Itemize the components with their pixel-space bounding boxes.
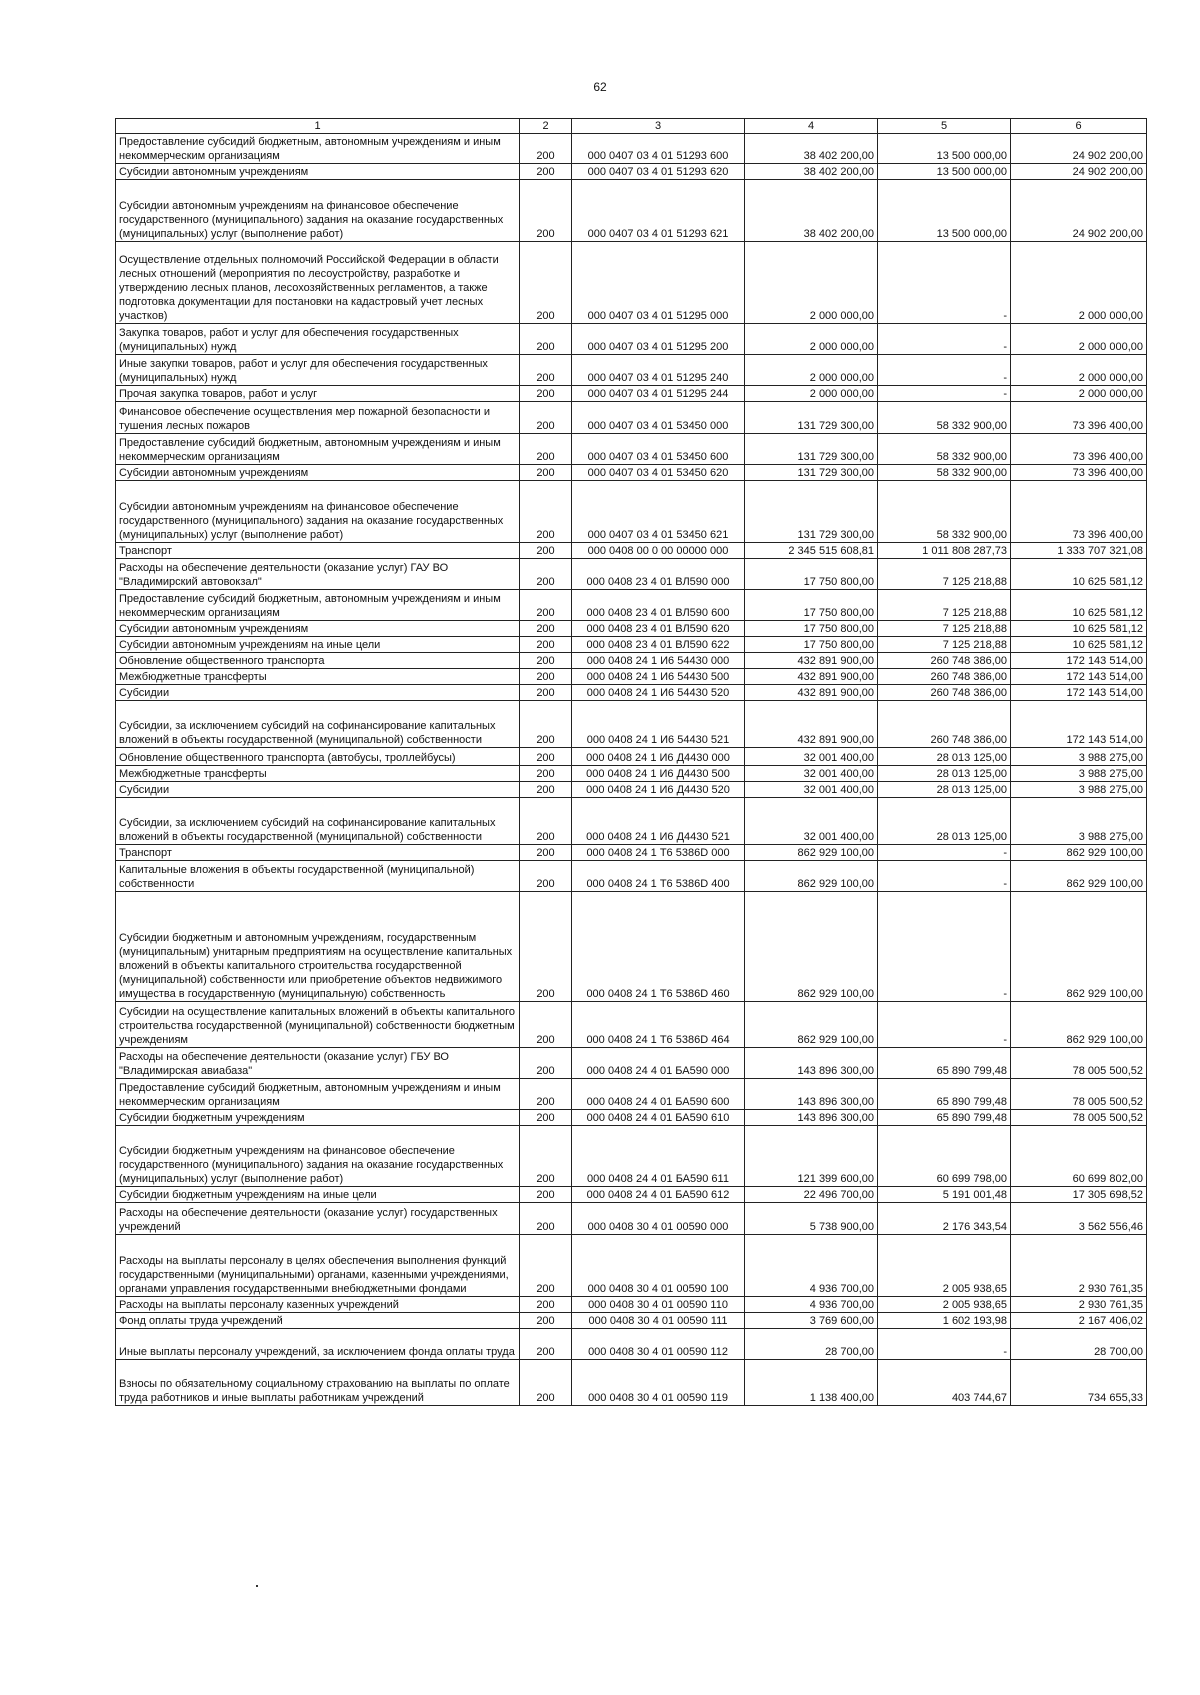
row-classification-code: 000 0408 23 4 01 ВЛ590 622 <box>572 637 745 653</box>
row-admin-code: 200 <box>520 637 572 653</box>
table-row <box>116 434 1147 465</box>
table-row <box>116 1110 1147 1126</box>
row-approved-amount: 32 001 400,00 <box>745 748 878 766</box>
row-admin-code: 200 <box>520 1297 572 1313</box>
row-admin-code: 200 <box>520 1203 572 1235</box>
row-approved-amount: 17 750 800,00 <box>745 637 878 653</box>
row-description: Иные закупки товаров, работ и услуг для обеспечения государственных (муниципальных) нужд <box>116 355 520 386</box>
table-row <box>116 1002 1147 1048</box>
table-row <box>116 685 1147 701</box>
row-approved-amount: 143 896 300,00 <box>745 1079 878 1110</box>
table-row <box>116 1235 1147 1297</box>
row-executed-amount: 2 176 343,54 <box>878 1203 1011 1235</box>
row-description: Субсидии бюджетным учреждениям <box>116 1110 520 1126</box>
row-description: Предоставление субсидий бюджетным, автономным учреждениям и иным некоммерческим организациям <box>116 1079 520 1110</box>
row-approved-amount: 862 929 100,00 <box>745 892 878 1002</box>
row-executed-amount: - <box>878 1329 1011 1360</box>
row-classification-code: 000 0407 03 4 01 53450 600 <box>572 434 745 465</box>
row-executed-amount: 7 125 218,88 <box>878 590 1011 621</box>
row-remaining-amount: 17 305 698,52 <box>1011 1187 1147 1203</box>
row-description: Субсидии бюджетным учреждениям на иные цели <box>116 1187 520 1203</box>
row-remaining-amount: 2 000 000,00 <box>1011 355 1147 386</box>
row-description: Расходы на выплаты персоналу в целях обеспечения выполнения функций государственными (муниципальными) органами, казенными учреждениями, органами управления государственными внебюджетными фондами <box>116 1235 520 1297</box>
row-approved-amount: 17 750 800,00 <box>745 590 878 621</box>
row-executed-amount: 403 744,67 <box>878 1360 1011 1406</box>
row-executed-amount: 5 191 001,48 <box>878 1187 1011 1203</box>
row-classification-code: 000 0408 24 1 Т6 5386D 400 <box>572 861 745 892</box>
row-remaining-amount: 10 625 581,12 <box>1011 637 1147 653</box>
row-classification-code: 000 0408 24 4 01 БА590 610 <box>572 1110 745 1126</box>
row-approved-amount: 4 936 700,00 <box>745 1235 878 1297</box>
row-remaining-amount: 24 902 200,00 <box>1011 134 1147 164</box>
table-row <box>116 1048 1147 1079</box>
table-row <box>116 1187 1147 1203</box>
row-admin-code: 200 <box>520 1110 572 1126</box>
row-description: Фонд оплаты труда учреждений <box>116 1313 520 1329</box>
row-admin-code: 200 <box>520 1187 572 1203</box>
row-executed-amount: 7 125 218,88 <box>878 559 1011 590</box>
row-description: Финансовое обеспечение осуществления мер пожарной безопасности и тушения лесных пожаров <box>116 402 520 434</box>
row-remaining-amount: 78 005 500,52 <box>1011 1110 1147 1126</box>
row-description: Прочая закупка товаров, работ и услуг <box>116 386 520 402</box>
row-classification-code: 000 0408 24 4 01 БА590 000 <box>572 1048 745 1079</box>
row-admin-code: 200 <box>520 180 572 242</box>
row-executed-amount: 28 013 125,00 <box>878 782 1011 798</box>
table-row <box>116 134 1147 164</box>
row-executed-amount: 65 890 799,48 <box>878 1048 1011 1079</box>
row-executed-amount: - <box>878 1002 1011 1048</box>
row-description: Обновление общественного транспорта <box>116 653 520 669</box>
row-description: Субсидии автономным учреждениям <box>116 164 520 180</box>
row-executed-amount: 1 011 808 287,73 <box>878 543 1011 559</box>
row-classification-code: 000 0408 30 4 01 00590 000 <box>572 1203 745 1235</box>
row-executed-amount: 260 748 386,00 <box>878 701 1011 748</box>
row-classification-code: 000 0407 03 4 01 51293 600 <box>572 134 745 164</box>
row-remaining-amount: 2 930 761,35 <box>1011 1235 1147 1297</box>
row-admin-code: 200 <box>520 1360 572 1406</box>
row-remaining-amount: 73 396 400,00 <box>1011 481 1147 543</box>
table-row <box>116 1313 1147 1329</box>
row-description: Расходы на обеспечение деятельности (оказание услуг) ГБУ ВО "Владимирская авиабаза" <box>116 1048 520 1079</box>
row-admin-code: 200 <box>520 782 572 798</box>
table-row <box>116 324 1147 355</box>
row-admin-code: 200 <box>520 134 572 164</box>
row-description: Субсидии, за исключением субсидий на софинансирование капитальных вложений в объекты государственной (муниципальной) собственности <box>116 798 520 845</box>
row-executed-amount: 58 332 900,00 <box>878 434 1011 465</box>
row-executed-amount: - <box>878 355 1011 386</box>
row-description: Иные выплаты персоналу учреждений, за исключением фонда оплаты труда <box>116 1329 520 1360</box>
row-admin-code: 200 <box>520 669 572 685</box>
row-approved-amount: 5 738 900,00 <box>745 1203 878 1235</box>
row-description: Расходы на обеспечение деятельности (оказание услуг) государственных учреждений <box>116 1203 520 1235</box>
row-admin-code: 200 <box>520 465 572 481</box>
row-classification-code: 000 0408 30 4 01 00590 110 <box>572 1297 745 1313</box>
row-executed-amount: 260 748 386,00 <box>878 685 1011 701</box>
row-classification-code: 000 0408 24 1 И6 Д4430 500 <box>572 766 745 782</box>
table-row <box>116 164 1147 180</box>
table-row <box>116 559 1147 590</box>
row-approved-amount: 28 700,00 <box>745 1329 878 1360</box>
row-remaining-amount: 862 929 100,00 <box>1011 861 1147 892</box>
table-row <box>116 782 1147 798</box>
row-remaining-amount: 862 929 100,00 <box>1011 892 1147 1002</box>
row-classification-code: 000 0408 24 1 И6 Д4430 521 <box>572 798 745 845</box>
row-approved-amount: 1 138 400,00 <box>745 1360 878 1406</box>
row-approved-amount: 432 891 900,00 <box>745 653 878 669</box>
row-description: Субсидии автономным учреждениям <box>116 465 520 481</box>
row-executed-amount: 65 890 799,48 <box>878 1079 1011 1110</box>
row-remaining-amount: 3 562 556,46 <box>1011 1203 1147 1235</box>
row-approved-amount: 32 001 400,00 <box>745 798 878 845</box>
table-row <box>116 701 1147 748</box>
row-description: Обновление общественного транспорта (автобусы, троллейбусы) <box>116 748 520 766</box>
table-row <box>116 590 1147 621</box>
row-approved-amount: 38 402 200,00 <box>745 180 878 242</box>
row-admin-code: 200 <box>520 1126 572 1187</box>
row-classification-code: 000 0408 00 0 00 00000 000 <box>572 543 745 559</box>
row-approved-amount: 432 891 900,00 <box>745 669 878 685</box>
row-admin-code: 200 <box>520 164 572 180</box>
table-row <box>116 465 1147 481</box>
row-remaining-amount: 172 143 514,00 <box>1011 701 1147 748</box>
row-approved-amount: 131 729 300,00 <box>745 465 878 481</box>
page-number: 62 <box>593 80 607 94</box>
row-remaining-amount: 78 005 500,52 <box>1011 1079 1147 1110</box>
row-classification-code: 000 0408 30 4 01 00590 100 <box>572 1235 745 1297</box>
row-executed-amount: 65 890 799,48 <box>878 1110 1011 1126</box>
row-admin-code: 200 <box>520 798 572 845</box>
column-header: 3 <box>572 119 745 134</box>
row-description: Предоставление субсидий бюджетным, автономным учреждениям и иным некоммерческим организациям <box>116 134 520 164</box>
row-admin-code: 200 <box>520 1079 572 1110</box>
table-body <box>116 134 1147 1406</box>
row-executed-amount: 2 005 938,65 <box>878 1297 1011 1313</box>
row-description: Субсидии автономным учреждениям на финансовое обеспечение государственного (муниципального) задания на оказание государственных (муниципальных) услуг (выполнение работ) <box>116 180 520 242</box>
row-approved-amount: 131 729 300,00 <box>745 434 878 465</box>
row-admin-code: 200 <box>520 685 572 701</box>
row-classification-code: 000 0408 24 1 Т6 5386D 000 <box>572 845 745 861</box>
table-row <box>116 637 1147 653</box>
row-classification-code: 000 0408 30 4 01 00590 111 <box>572 1313 745 1329</box>
row-classification-code: 000 0408 24 1 И6 54430 000 <box>572 653 745 669</box>
row-classification-code: 000 0407 03 4 01 51295 200 <box>572 324 745 355</box>
row-classification-code: 000 0407 03 4 01 51295 240 <box>572 355 745 386</box>
row-admin-code: 200 <box>520 766 572 782</box>
table-row <box>116 1203 1147 1235</box>
row-description: Субсидии бюджетным учреждениям на финансовое обеспечение государственного (муниципального) задания на оказание государственных (муниципальных) услуг (выполнение работ) <box>116 1126 520 1187</box>
row-admin-code: 200 <box>520 892 572 1002</box>
row-admin-code: 200 <box>520 1048 572 1079</box>
row-description: Субсидии, за исключением субсидий на софинансирование капитальных вложений в объекты государственной (муниципальной) собственности <box>116 701 520 748</box>
row-executed-amount: 28 013 125,00 <box>878 748 1011 766</box>
row-classification-code: 000 0407 03 4 01 51293 620 <box>572 164 745 180</box>
row-admin-code: 200 <box>520 590 572 621</box>
table-row <box>116 748 1147 766</box>
row-description: Субсидии автономным учреждениям на финансовое обеспечение государственного (муниципального) задания на оказание государственных (муниципальных) услуг (выполнение работ) <box>116 481 520 543</box>
row-classification-code: 000 0408 23 4 01 ВЛ590 620 <box>572 621 745 637</box>
row-description: Субсидии <box>116 782 520 798</box>
row-admin-code: 200 <box>520 1002 572 1048</box>
table-row <box>116 892 1147 1002</box>
row-description: Субсидии автономным учреждениям на иные цели <box>116 637 520 653</box>
table-row <box>116 1360 1147 1406</box>
row-remaining-amount: 3 988 275,00 <box>1011 748 1147 766</box>
row-description: Взносы по обязательному социальному страхованию на выплаты по оплате труда работников и иные выплаты работникам учреждений <box>116 1360 520 1406</box>
row-executed-amount: 58 332 900,00 <box>878 481 1011 543</box>
row-approved-amount: 862 929 100,00 <box>745 1002 878 1048</box>
row-remaining-amount: 10 625 581,12 <box>1011 559 1147 590</box>
row-executed-amount: - <box>878 845 1011 861</box>
row-description: Предоставление субсидий бюджетным, автономным учреждениям и иным некоммерческим организациям <box>116 434 520 465</box>
row-classification-code: 000 0408 24 1 И6 54430 521 <box>572 701 745 748</box>
row-approved-amount: 131 729 300,00 <box>745 402 878 434</box>
row-admin-code: 200 <box>520 324 572 355</box>
row-description: Субсидии на осуществление капитальных вложений в объекты капитального строительства государственной (муниципальной) собственности бюджетным учреждениям <box>116 1002 520 1048</box>
table-row <box>116 621 1147 637</box>
row-admin-code: 200 <box>520 861 572 892</box>
table-row <box>116 242 1147 324</box>
row-remaining-amount: 3 988 275,00 <box>1011 766 1147 782</box>
row-description: Капитальные вложения в объекты государственной (муниципальной) собственности <box>116 861 520 892</box>
row-description: Расходы на выплаты персоналу казенных учреждений <box>116 1297 520 1313</box>
row-remaining-amount: 862 929 100,00 <box>1011 845 1147 861</box>
column-header: 1 <box>116 119 520 134</box>
row-admin-code: 200 <box>520 845 572 861</box>
row-classification-code: 000 0408 24 1 Т6 5386D 464 <box>572 1002 745 1048</box>
row-executed-amount: 1 602 193,98 <box>878 1313 1011 1329</box>
row-remaining-amount: 3 988 275,00 <box>1011 798 1147 845</box>
row-approved-amount: 2 345 515 608,81 <box>745 543 878 559</box>
row-classification-code: 000 0407 03 4 01 53450 620 <box>572 465 745 481</box>
row-remaining-amount: 10 625 581,12 <box>1011 590 1147 621</box>
table-row <box>116 386 1147 402</box>
row-remaining-amount: 172 143 514,00 <box>1011 685 1147 701</box>
row-executed-amount: 2 005 938,65 <box>878 1235 1011 1297</box>
budget-table <box>115 118 1147 1406</box>
row-remaining-amount: 73 396 400,00 <box>1011 465 1147 481</box>
row-approved-amount: 38 402 200,00 <box>745 134 878 164</box>
row-approved-amount: 131 729 300,00 <box>745 481 878 543</box>
row-admin-code: 200 <box>520 543 572 559</box>
row-executed-amount: 260 748 386,00 <box>878 669 1011 685</box>
row-approved-amount: 143 896 300,00 <box>745 1110 878 1126</box>
row-classification-code: 000 0407 03 4 01 51295 000 <box>572 242 745 324</box>
table-row <box>116 355 1147 386</box>
row-remaining-amount: 73 396 400,00 <box>1011 434 1147 465</box>
row-description: Транспорт <box>116 845 520 861</box>
row-approved-amount: 22 496 700,00 <box>745 1187 878 1203</box>
row-executed-amount: - <box>878 892 1011 1002</box>
table-header-row <box>116 119 1147 134</box>
row-approved-amount: 3 769 600,00 <box>745 1313 878 1329</box>
row-approved-amount: 17 750 800,00 <box>745 621 878 637</box>
row-remaining-amount: 73 396 400,00 <box>1011 402 1147 434</box>
row-remaining-amount: 2 930 761,35 <box>1011 1297 1147 1313</box>
row-executed-amount: 7 125 218,88 <box>878 621 1011 637</box>
row-executed-amount: 28 013 125,00 <box>878 798 1011 845</box>
row-approved-amount: 862 929 100,00 <box>745 845 878 861</box>
row-executed-amount: 7 125 218,88 <box>878 637 1011 653</box>
row-remaining-amount: 2 000 000,00 <box>1011 324 1147 355</box>
row-remaining-amount: 2 167 406,02 <box>1011 1313 1147 1329</box>
row-classification-code: 000 0408 24 1 И6 54430 520 <box>572 685 745 701</box>
column-header: 4 <box>745 119 878 134</box>
row-executed-amount: 13 500 000,00 <box>878 164 1011 180</box>
row-classification-code: 000 0408 24 4 01 БА590 611 <box>572 1126 745 1187</box>
row-approved-amount: 121 399 600,00 <box>745 1126 878 1187</box>
table-row <box>116 766 1147 782</box>
table-row <box>116 845 1147 861</box>
row-remaining-amount: 172 143 514,00 <box>1011 669 1147 685</box>
row-remaining-amount: 24 902 200,00 <box>1011 164 1147 180</box>
row-admin-code: 200 <box>520 559 572 590</box>
table-row <box>116 653 1147 669</box>
column-header: 5 <box>878 119 1011 134</box>
row-remaining-amount: 60 699 802,00 <box>1011 1126 1147 1187</box>
row-remaining-amount: 172 143 514,00 <box>1011 653 1147 669</box>
row-admin-code: 200 <box>520 481 572 543</box>
row-executed-amount: 58 332 900,00 <box>878 465 1011 481</box>
row-approved-amount: 143 896 300,00 <box>745 1048 878 1079</box>
row-classification-code: 000 0408 24 1 И6 54430 500 <box>572 669 745 685</box>
row-remaining-amount: 10 625 581,12 <box>1011 621 1147 637</box>
table-row <box>116 180 1147 242</box>
row-approved-amount: 2 000 000,00 <box>745 355 878 386</box>
row-classification-code: 000 0408 23 4 01 ВЛ590 600 <box>572 590 745 621</box>
row-remaining-amount: 862 929 100,00 <box>1011 1002 1147 1048</box>
row-admin-code: 200 <box>520 386 572 402</box>
row-admin-code: 200 <box>520 621 572 637</box>
row-admin-code: 200 <box>520 242 572 324</box>
table-row <box>116 1329 1147 1360</box>
row-executed-amount: - <box>878 861 1011 892</box>
row-description: Межбюджетные трансферты <box>116 766 520 782</box>
row-remaining-amount: 2 000 000,00 <box>1011 386 1147 402</box>
scan-dot <box>256 1585 258 1587</box>
row-admin-code: 200 <box>520 434 572 465</box>
row-classification-code: 000 0408 24 1 И6 Д4430 520 <box>572 782 745 798</box>
row-classification-code: 000 0407 03 4 01 53450 000 <box>572 402 745 434</box>
row-executed-amount: 58 332 900,00 <box>878 402 1011 434</box>
row-admin-code: 200 <box>520 1313 572 1329</box>
table-row <box>116 1297 1147 1313</box>
row-admin-code: 200 <box>520 1329 572 1360</box>
row-executed-amount: 13 500 000,00 <box>878 134 1011 164</box>
table-row <box>116 861 1147 892</box>
row-classification-code: 000 0407 03 4 01 51293 621 <box>572 180 745 242</box>
table-row <box>116 1126 1147 1187</box>
row-remaining-amount: 24 902 200,00 <box>1011 180 1147 242</box>
row-admin-code: 200 <box>520 355 572 386</box>
row-classification-code: 000 0408 24 1 Т6 5386D 460 <box>572 892 745 1002</box>
row-admin-code: 200 <box>520 402 572 434</box>
row-classification-code: 000 0407 03 4 01 53450 621 <box>572 481 745 543</box>
row-approved-amount: 432 891 900,00 <box>745 701 878 748</box>
row-executed-amount: 28 013 125,00 <box>878 766 1011 782</box>
row-classification-code: 000 0408 30 4 01 00590 119 <box>572 1360 745 1406</box>
row-remaining-amount: 3 988 275,00 <box>1011 782 1147 798</box>
row-admin-code: 200 <box>520 653 572 669</box>
row-description: Предоставление субсидий бюджетным, автономным учреждениям и иным некоммерческим организациям <box>116 590 520 621</box>
row-executed-amount: - <box>878 386 1011 402</box>
row-admin-code: 200 <box>520 1235 572 1297</box>
row-description: Расходы на обеспечение деятельности (оказание услуг) ГАУ ВО "Владимирский автовокзал" <box>116 559 520 590</box>
row-classification-code: 000 0407 03 4 01 51295 244 <box>572 386 745 402</box>
row-classification-code: 000 0408 24 4 01 БА590 600 <box>572 1079 745 1110</box>
table-row <box>116 481 1147 543</box>
table-row <box>116 669 1147 685</box>
row-description: Субсидии бюджетным и автономным учреждениям, государственным (муниципальным) унитарным предприятиям на осуществление капитальных вложений в объекты капитального строительства государственной (муниципальной) собственности или приобретение объектов недвижимого имущества в государственную (муниципальную) собственность <box>116 892 520 1002</box>
row-admin-code: 200 <box>520 701 572 748</box>
row-classification-code: 000 0408 24 4 01 БА590 612 <box>572 1187 745 1203</box>
row-classification-code: 000 0408 23 4 01 ВЛ590 000 <box>572 559 745 590</box>
row-approved-amount: 2 000 000,00 <box>745 386 878 402</box>
row-description: Закупка товаров, работ и услуг для обеспечения государственных (муниципальных) нужд <box>116 324 520 355</box>
row-executed-amount: - <box>878 242 1011 324</box>
row-remaining-amount: 28 700,00 <box>1011 1329 1147 1360</box>
row-description: Транспорт <box>116 543 520 559</box>
row-description: Субсидии <box>116 685 520 701</box>
column-header: 6 <box>1011 119 1147 134</box>
row-approved-amount: 862 929 100,00 <box>745 861 878 892</box>
row-approved-amount: 2 000 000,00 <box>745 242 878 324</box>
row-executed-amount: - <box>878 324 1011 355</box>
row-remaining-amount: 2 000 000,00 <box>1011 242 1147 324</box>
row-approved-amount: 2 000 000,00 <box>745 324 878 355</box>
row-approved-amount: 4 936 700,00 <box>745 1297 878 1313</box>
row-approved-amount: 432 891 900,00 <box>745 685 878 701</box>
row-admin-code: 200 <box>520 748 572 766</box>
column-header: 2 <box>520 119 572 134</box>
row-remaining-amount: 734 655,33 <box>1011 1360 1147 1406</box>
row-approved-amount: 38 402 200,00 <box>745 164 878 180</box>
row-approved-amount: 32 001 400,00 <box>745 782 878 798</box>
row-description: Осуществление отдельных полномочий Российской Федерации в области лесных отношений (мероприятия по лесоустройству, разработке и утверждению лесных планов, лесохозяйственных регламентов, а также подготовка документации для постановки на кадастровый учет лесных участков) <box>116 242 520 324</box>
table-row <box>116 543 1147 559</box>
row-executed-amount: 60 699 798,00 <box>878 1126 1011 1187</box>
row-remaining-amount: 1 333 707 321,08 <box>1011 543 1147 559</box>
row-description: Межбюджетные трансферты <box>116 669 520 685</box>
table-row <box>116 1079 1147 1110</box>
row-description: Субсидии автономным учреждениям <box>116 621 520 637</box>
table-row <box>116 402 1147 434</box>
row-classification-code: 000 0408 30 4 01 00590 112 <box>572 1329 745 1360</box>
row-classification-code: 000 0408 24 1 И6 Д4430 000 <box>572 748 745 766</box>
table-row <box>116 798 1147 845</box>
row-approved-amount: 17 750 800,00 <box>745 559 878 590</box>
row-executed-amount: 260 748 386,00 <box>878 653 1011 669</box>
row-executed-amount: 13 500 000,00 <box>878 180 1011 242</box>
row-approved-amount: 32 001 400,00 <box>745 766 878 782</box>
row-remaining-amount: 78 005 500,52 <box>1011 1048 1147 1079</box>
